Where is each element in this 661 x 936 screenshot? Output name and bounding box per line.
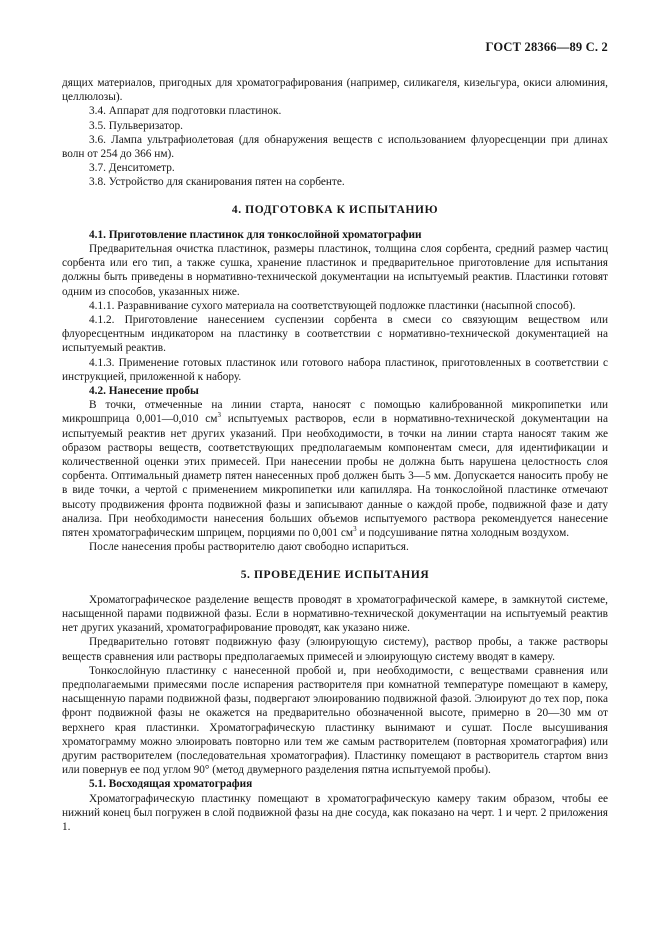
subsection-4-2-paragraph (62, 398, 608, 540)
item-3-6: 3.6. Лампа ультрафиолетовая (для обнаружения веществ с использованием флуоресценции при длинах волн от 254 до 366 нм). (62, 133, 608, 161)
section-4-title: 4. ПОДГОТОВКА К ИСПЫТАНИЮ (231, 203, 439, 216)
running-header: ГОСТ 28366—89 С. 2 (485, 40, 608, 54)
subsection-4-1-heading: 4.1. Приготовление пластинок для тонкослойной хроматографии (89, 228, 422, 241)
text-segment: и подсушивание пятна холодным воздухом. (356, 527, 570, 540)
subsection-5-1-paragraph: Хроматографическую пластинку помещают в хроматографическую камеру таким образом, чтобы ее нижний конец был погружен в слой подвижной фазы на дне сосуда, как показано на черт. 1 и черт. 2 приложения 1. (62, 792, 608, 833)
text-segment: испытуемых растворов, если в нормативно-технической документации на испытуемый реактив нет других указаний. При необходимости, в точки на линии старта наносят таким же образом растворы веществ, соответствующих предполагаемым компонентам смеси, для идентификации и количественной оценки этих примесей. При нанесении пробы не должна быть нарушена целостность слоя сорбента. Оптимальный диаметр пятен нанесенных проб должен быть 3—5 мм. Допускается наносить пробу не в виде точки, а чертой с применением микропипетки или капилляра. На тонкослойной пластинке отмечают высоту продвижения фронта подвижной фазы и записывают данные о каждой пробе, подвижной фазе и дату анализа. При необходимости нанесения больших объемов испытуемого раствора рекомендуется нанесение пятен хроматографическим шприцем, порциями по 0,001 см (62, 413, 608, 540)
section-5-title: 5. ПРОВЕДЕНИЕ ИСПЫТАНИЯ (240, 568, 430, 581)
text-segment: В точки, отмеченные на линии старта, наносят с помощью калиброванной микропипетки или микрошприца 0,001—0,010 см (62, 399, 608, 426)
section-5-paragraph-1: Хроматографическое разделение веществ проводят в хроматографической камере, в замкнутой системе, насыщенной парами подвижной фазы. Если в нормативно-технической документации на испытуемый реактив нет других указаний, хроматографирование проводят, как указано ниже. (62, 593, 608, 635)
section-5-paragraph-3: Тонкослойную пластинку с нанесенной пробой и, при необходимости, с веществами сравнения или предполагаемыми примесями после испарения растворителя при комнатной температуре помещают в камеру, насыщенную парами подвижной фазы, подвергают элюированию подвижной фазой. Элюируют до тех пор, пока фронт подвижной фазы не окажется на предварительно обозначенной высоте, примерно в 20—30 мм от верхнего края пластинки. Хроматографическую пластинку вынимают и сушат. После высушивания хроматограмму можно элюировать повторно или тем же самым растворителем (повторная хроматография) или другим растворителем (последовательная хроматография). Пластинку помещают в растворитель стартом вниз или повернув ее под углом 90° (метод двумерного разделения пятна испытуемой пробы). (62, 664, 608, 777)
item-4-1-3: 4.1.3. Применение готовых пластинок или готового набора пластинок, приготовленных в соответствии с инструкцией, приложенной к набору. (62, 356, 608, 383)
item-3-4: 3.4. Аппарат для подготовки пластинок. (89, 105, 282, 118)
item-4-1-1: 4.1.1. Разравнивание сухого материала на соответствующей подложке пластинки (насыпной способ). (89, 299, 576, 312)
subsection-4-2-paragraph-2: После нанесения пробы растворителю дают свободно испариться. (89, 541, 409, 554)
subsection-4-2-heading: 4.2. Нанесение пробы (89, 385, 199, 398)
subsection-4-1-paragraph: Предварительная очистка пластинок, размеры пластинок, толщина слоя сорбента, средний размер частиц сорбента или его тип, а также сушка, хранение пластинок и предварительное приготовление для испытания должны быть приведены в нормативно-технической документации на испытуемый реактив. Пластинки готовят одним из способов, указанных ниже. (62, 243, 608, 298)
item-3-7: 3.7. Денситометр. (89, 162, 175, 175)
document-body (62, 76, 608, 834)
item-3-8: 3.8. Устройство для сканирования пятен на сорбенте. (89, 176, 345, 189)
item-4-1-2: 4.1.2. Приготовление нанесением суспензии сорбента в смеси со связующим веществом или флуоресцентным индикатором на пластинку в соответствии с нормативно-технической документацией на испытуемый реактив. (62, 314, 608, 355)
subsection-5-1-heading: 5.1. Восходящая хроматография (89, 778, 253, 791)
item-3-5: 3.5. Пульверизатор. (89, 119, 183, 132)
paragraph-continuation: дящих материалов, пригодных для хроматографирования (например, силикагеля, кизельгура, окиси алюминия, целлюлозы). (62, 77, 608, 104)
superscript: 3 (353, 525, 357, 534)
section-5-paragraph-2: Предварительно готовят подвижную фазу (элюирующую систему), раствор пробы, а также растворы веществ сравнения или растворы предполагаемых примесей и элюирующую систему вводят в камеру. (62, 636, 608, 663)
superscript: 3 (217, 411, 221, 420)
